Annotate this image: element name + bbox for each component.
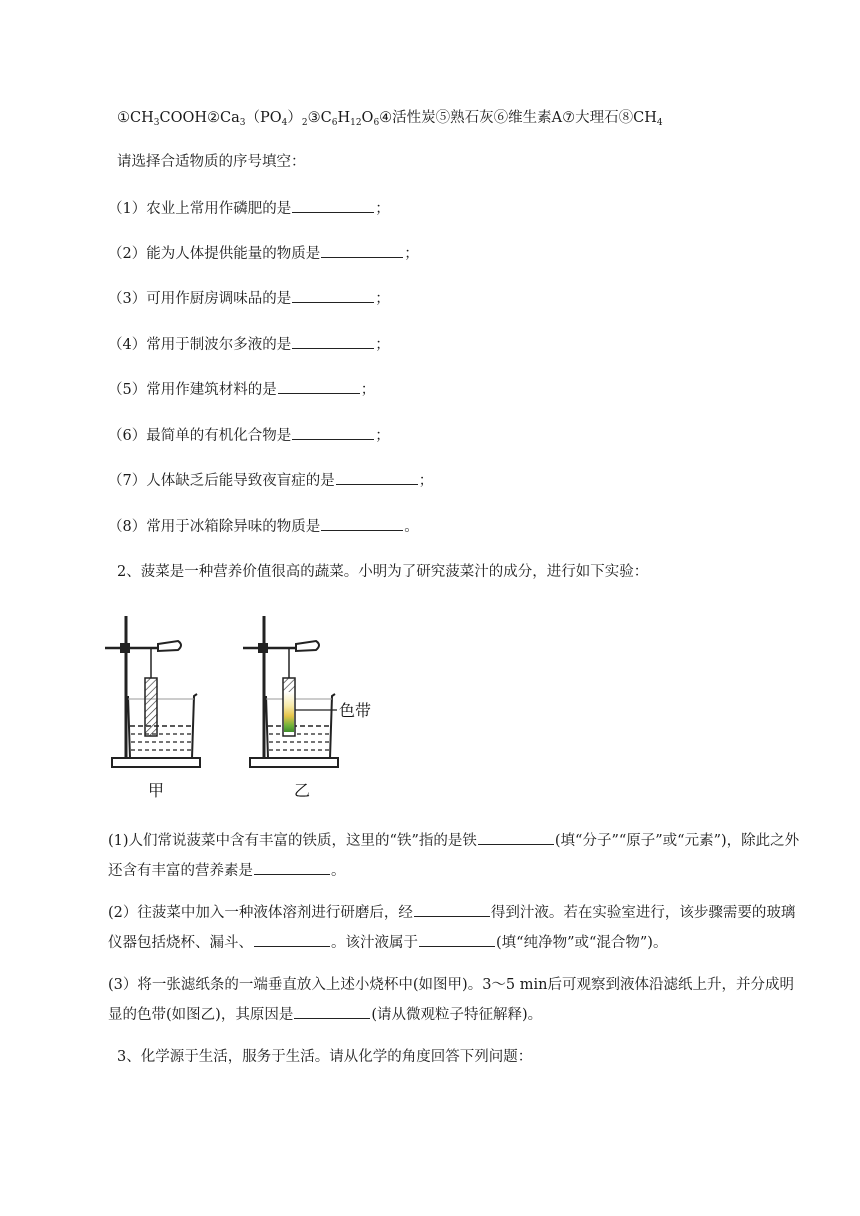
substance-list: $①CH_3COOH②Ca_3(PO_4)_2③C_6H_{12}O_6④$活性炭⑤熟石灰⑥维生素A⑦大理石$⑧CH_4$ (117, 110, 663, 128)
hatched-top (283, 678, 295, 692)
stand-base (112, 758, 200, 767)
apparatus-a (105, 616, 200, 767)
q1-item-7: （7）人体缺乏后能导致夜盲症的是 ； (108, 470, 433, 491)
filter-paper-strip (145, 678, 157, 736)
answer-blank[interactable] (294, 1004, 370, 1019)
answer-blank[interactable] (478, 830, 554, 845)
clamp-knob (258, 643, 268, 653)
q1-item-8: （8）常用于冰箱除异味的物质是 。 (108, 516, 419, 537)
q2-part-3: (3）将一张滤纸条的一端垂直放入上述小烧杯中(如图甲)。3～5 min后可观察到液体沿滤纸上升，并分成明显的色带(如图乙)，其原因是 (请从微观粒子特征解释)。 (108, 977, 794, 1023)
answer-blank[interactable] (254, 932, 330, 947)
answer-blank[interactable] (292, 425, 374, 440)
answer-blank[interactable] (292, 198, 374, 213)
answer-blank[interactable] (336, 470, 418, 485)
answer-blank[interactable] (292, 334, 374, 349)
q2-title: 2、菠菜是一种营养价值很高的蔬菜。小明为了研究菠菜汁的成分，进行如下实验： (117, 564, 649, 580)
q3-title: 3、化学源于生活，服务于生活。请从化学的角度回答下列问题： (117, 1049, 533, 1065)
answer-blank[interactable] (278, 379, 360, 394)
figure-label-a: 甲 (148, 781, 165, 800)
q1-item-2: （2）能为人体提供能量的物质是 ； (108, 243, 419, 264)
instruction: 请选择合适物质的序号填空： (117, 154, 306, 170)
q1-item-4: （4）常用于制波尔多液的是 ； (108, 334, 390, 355)
apparatus-b (243, 616, 338, 767)
stand-base (250, 758, 338, 767)
answer-blank[interactable] (419, 932, 495, 947)
answer-blank[interactable] (254, 860, 330, 875)
figure-label-b: 乙 (294, 781, 311, 800)
clamp-handle (158, 641, 181, 651)
chromatography-figure (100, 608, 400, 808)
q2-part-2: (2）往菠菜中加入一种液体溶剂进行研磨后，经 得到汁液。若在实验室进行，该步骤需要的玻璃仪器包括烧杯、漏斗、 。该汁液属于 (填“纯净物”或“混合物”)。 (108, 898, 808, 958)
q2-part-1: (1)人们常说菠菜中含有丰富的铁质，这里的“铁”指的是铁 (填“分子”“原子”或“元素”)，除此之外还含有丰富的营养素是 。 (108, 826, 808, 886)
q1-item-3: （3）可用作厨房调味品的是 ； (108, 288, 390, 309)
q1-item-6: （6）最简单的有机化合物是 ； (108, 425, 390, 446)
color-band (284, 692, 294, 732)
answer-blank[interactable] (292, 288, 374, 303)
q1-item-1: （1）农业上常用作磷肥的是 ； (108, 198, 390, 219)
clamp-handle (296, 641, 319, 651)
callout-label: 色带 (339, 701, 372, 720)
answer-blank[interactable] (414, 902, 490, 917)
q1-item-5: （5）常用作建筑材料的是 ； (108, 379, 375, 400)
clamp-knob (120, 643, 130, 653)
answer-blank[interactable] (321, 243, 403, 258)
answer-blank[interactable] (321, 516, 403, 531)
